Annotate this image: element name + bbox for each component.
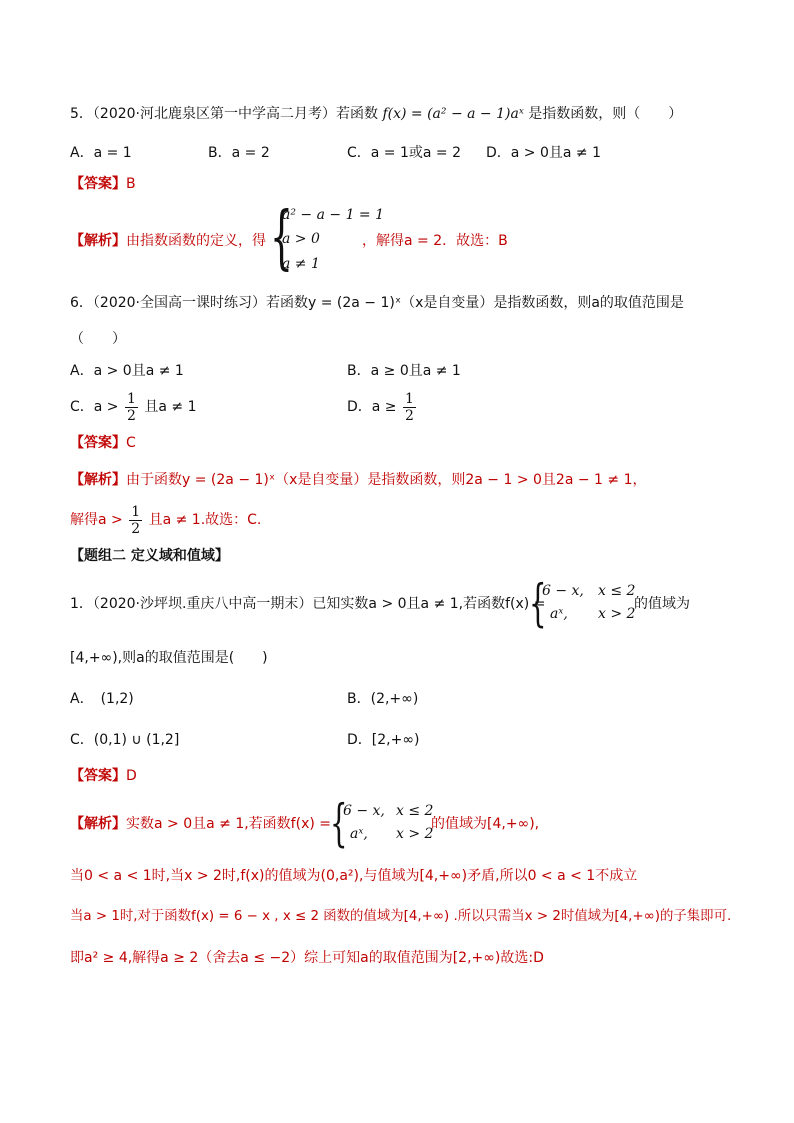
q1-piece-1-cond: x ≤ 2	[598, 583, 636, 599]
q1-stem-line-2: [4,+∞),则a的取值范围是( )	[70, 650, 268, 666]
q6-option-b: B．a ≥ 0且a ≠ 1	[347, 363, 461, 379]
q1-analysis-piece-1-cond: x ≤ 2	[396, 803, 434, 819]
q1-option-c: C．(0,1) ∪ (1,2]	[70, 732, 180, 748]
q1-piece-1-expr: 6 − x,	[542, 583, 584, 599]
q1-stem-suffix: 的值域为	[634, 596, 690, 612]
q1-option-b: B．(2,+∞)	[347, 691, 419, 707]
fraction-one-half: $\frac{1}{2}$	[127, 390, 136, 424]
q5-answer: 【答案】B	[70, 176, 136, 192]
q1-option-a: A． (1,2)	[70, 691, 134, 707]
q1-analysis-piecewise-brace: {	[330, 792, 348, 852]
q5-analysis-suffix: ，解得a = 2．故选：B	[362, 233, 508, 249]
q1-piece-2-expr: aˣ,	[550, 606, 568, 622]
q1-analysis-suffix: 的值域为[4,+∞),	[431, 816, 540, 832]
q1-answer: 【答案】D	[70, 768, 137, 784]
q1-analysis-piece-2-cond: x > 2	[396, 826, 434, 842]
fraction-one-half: $\frac{1}{2}$	[405, 390, 414, 424]
fraction-one-half: $\frac{1}{2}$	[131, 503, 141, 537]
q6-option-a: A．a > 0且a ≠ 1	[70, 363, 184, 379]
q1-option-d: D．[2,+∞)	[347, 732, 420, 748]
q5-analysis: 【解析】由指数函数的定义，得	[70, 233, 266, 249]
q5-system-row-2: a > 0	[282, 231, 320, 247]
q6-analysis-line-1: 【解析】由于函数y = (2a − 1)ˣ（x是自变量）是指数函数，则2a − 1 > 0且2a − 1 ≠ 1，	[70, 472, 647, 488]
q1-analysis-piece-1-expr: 6 − x,	[343, 803, 385, 819]
q5-option-d: D．a > 0且a ≠ 1	[486, 145, 602, 161]
q1-piecewise-brace: {	[529, 572, 547, 632]
q6-option-c: C．a > $\frac{1}{2}$ 且a ≠ 1	[70, 390, 197, 424]
q1-analysis-piece-2-expr: aˣ,	[350, 826, 368, 842]
q5-stem: 5．（2020·河北鹿泉区第一中学高二月考）若函数 f(x) = (a² − a − 1)aˣ 是指数函数，则（ ）	[70, 106, 683, 122]
q6-stem-paren: （ ）	[70, 331, 126, 347]
q6-answer: 【答案】C	[70, 435, 136, 451]
q1-analysis-line-4: 即a² ≥ 4,解得a ≥ 2（舍去a ≤ −2）综上可知a的取值范围为[2,+∞)故选:D	[70, 950, 544, 966]
q1-piece-2-cond: x > 2	[598, 606, 636, 622]
q5-option-b: B．a = 2	[208, 145, 270, 161]
q5-system-row-3: a ≠ 1	[282, 256, 320, 272]
q1-analysis-line-3: 当a > 1时,对于函数f(x) = 6 − x , x ≤ 2 函数的值域为[4,+∞) .所以只需当x > 2时值域为[4,+∞)的子集即可.	[70, 909, 732, 924]
q5-option-a: A．a = 1	[70, 145, 132, 161]
q6-stem: 6．（2020·全国高一课时练习）若函数y = (2a − 1)ˣ（x是自变量）是指数函数，则a的取值范围是	[70, 295, 684, 311]
q5-option-c: C．a = 1或a = 2	[347, 145, 462, 161]
q5-system-brace: {	[270, 197, 293, 278]
q6-analysis-line-2: 解得a > $\frac{1}{2}$ 且a ≠ 1.故选：C.	[70, 503, 262, 537]
q6-option-d: D．a ≥ $\frac{1}{2}$	[347, 390, 414, 424]
q5-system-row-1: a² − a − 1 = 1	[282, 207, 385, 223]
q1-analysis-line-2: 当0 < a < 1时,当x > 2时,f(x)的值域为(0,a²),与值域为[4,+∞)矛盾,所以0 < a < 1不成立	[70, 868, 638, 884]
q1-stem: 1．（2020·沙坪坝.重庆八中高一期末）已知实数a > 0且a ≠ 1,若函数f(x) =	[70, 596, 546, 612]
q1-analysis-line-1: 【解析】实数a > 0且a ≠ 1,若函数f(x) =	[70, 816, 332, 832]
section-heading: 【题组二 定义域和值域】	[70, 548, 229, 564]
